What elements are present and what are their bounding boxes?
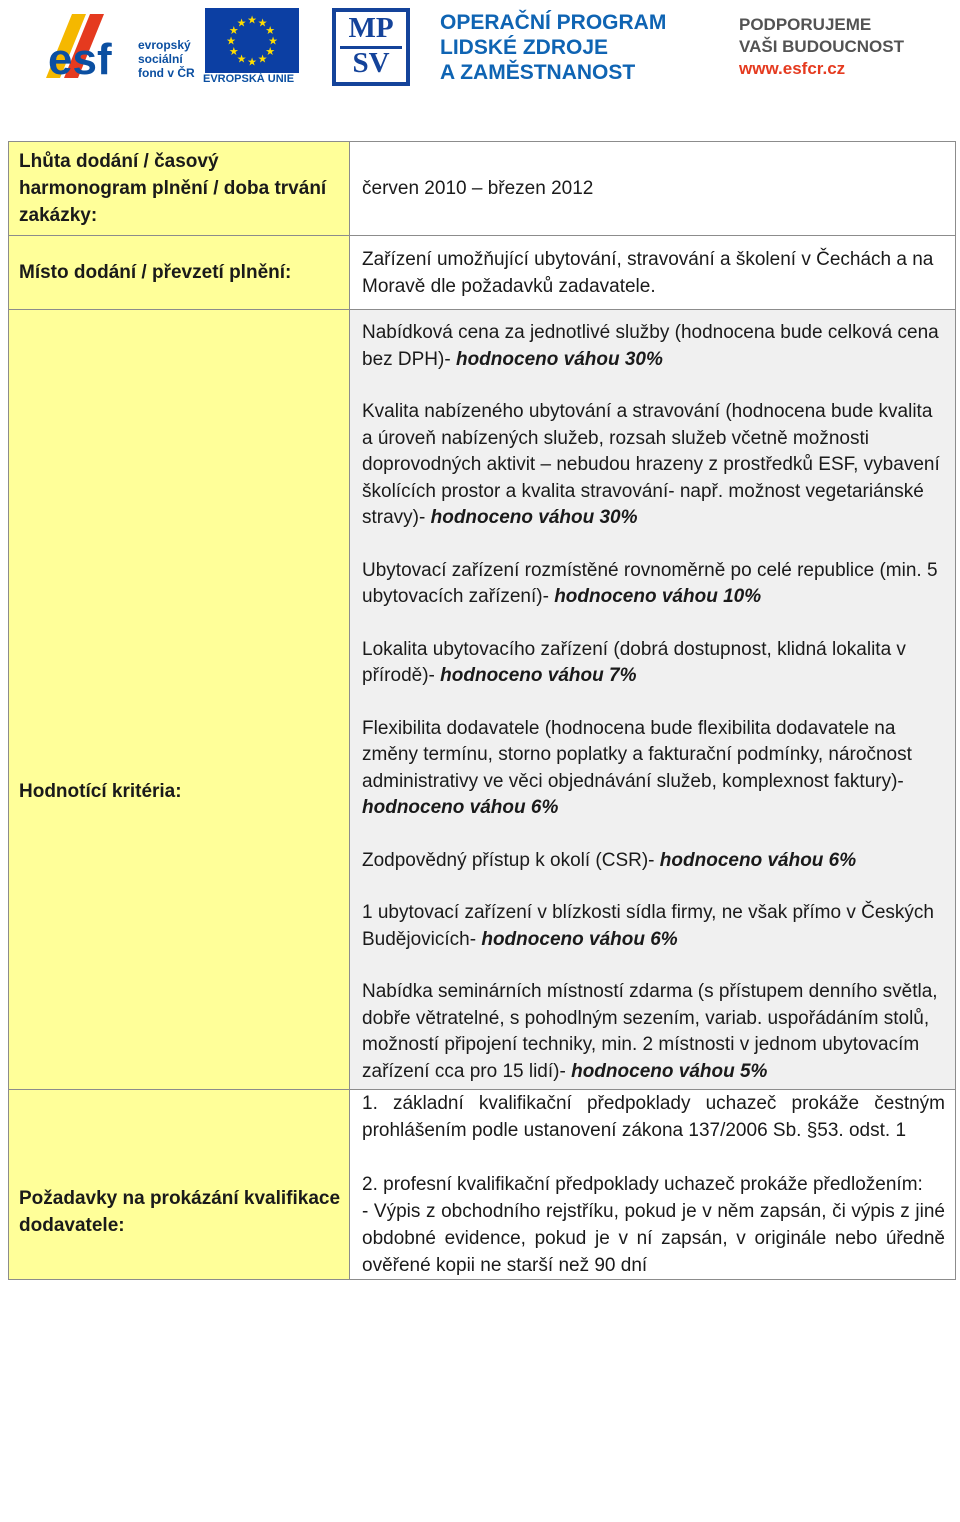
row-lhuta [9, 142, 956, 236]
eu-star-icon: ★ [247, 56, 257, 69]
esf-logo [42, 8, 132, 84]
slogan-line: VAŠI BUDOUCNOST [739, 37, 904, 56]
criterion-text: Zodpovědný přístup k okolí (CSR)- [362, 849, 660, 871]
criterion-weight: hodnoceno váhou 6% [481, 928, 678, 950]
criterion-weight: hodnoceno váhou 6% [362, 797, 559, 818]
mpsv-logo [332, 8, 410, 86]
qualification-professional: 2. profesní kvalifikační předpoklady uchazeč prokáže předložením: [362, 1174, 923, 1195]
criterion-text: Flexibilita dodavatele (hodnocena bude flexibilita dodavatele na změny termínu, storno poplatky a fakturační podmínky, náročnost administrativy ve věci objednávání služeb, komplexnost faktury)- [362, 717, 912, 792]
value-lhuta: červen 2010 – březen 2012 [350, 142, 956, 236]
slogan-line: PODPORUJEME [739, 15, 872, 34]
logo-header [0, 0, 960, 110]
esf-caption-line: sociální [138, 52, 183, 66]
esf-caption-line: fond v ČR [138, 66, 195, 80]
criterion-item [362, 979, 945, 1085]
eu-star-icon: ★ [265, 46, 276, 58]
eu-star-icon: ★ [268, 35, 278, 48]
label-lhuta: Lhůta dodání / časový harmonogram plnění / doba trvání zakázky: [9, 142, 350, 236]
criterion-item [362, 900, 945, 953]
qualification-basic: 1. základní kvalifikační předpoklady uchazeč prokáže čestným prohlášením podle ustanovení zákona 137/2006 Sb. §53. odst. 1 [362, 1093, 945, 1141]
esf-caption [138, 38, 195, 80]
value-misto: Zařízení umožňující ubytování, stravování a školení v Čechách a na Moravě dle požadavků zadavatele. [350, 236, 956, 310]
criterion-item [362, 848, 945, 875]
eu-caption: EVROPSKÁ UNIE [203, 73, 295, 85]
op-line: LIDSKÉ ZDROJE [440, 36, 609, 59]
tender-table [8, 141, 956, 1280]
eu-star-icon: ★ [257, 17, 268, 30]
eu-star-icon: ★ [247, 14, 257, 27]
criterion-item [362, 558, 945, 611]
eu-stars-icon [205, 8, 299, 73]
label-kriteria: Hodnotící kritéria: [9, 310, 350, 1090]
criterion-item [362, 320, 945, 373]
criterion-weight: hodnoceno váhou 30% [430, 507, 638, 528]
criterion-item [362, 399, 945, 532]
criterion-text: Kvalita nabízeného ubytování a stravování (hodnocena bude kvalita a úroveň nabízených služeb, rozsah služeb včetně možnosti doprovodných aktivit – nebudou hrazeny z prostředků ESF, vybavení školících prostor a kvalita stravování- např. možnost vegetariánské stravy)- [362, 401, 940, 528]
mpsv-top: MP [348, 12, 394, 44]
criterion-item [362, 716, 945, 822]
esf-caption-line: evropský [138, 38, 191, 52]
eu-star-icon: ★ [226, 35, 236, 48]
criterion-text: Nabídka seminárních místností zdarma (s přístupem denního světla, dobře větratelné, s pohodlným sezením, variab. uspořádáním stolů, možností připojení techniky, min. 2 místnosti v jednom ubytovacím zařízení cca pro 15 lidí)- [362, 981, 938, 1082]
criterion-item [362, 637, 945, 690]
row-pozadavky [9, 1090, 956, 1280]
label-pozadavky: Požadavky na prokázání kvalifikace dodavatele: [9, 1090, 350, 1280]
eu-star-icon: ★ [228, 25, 239, 37]
criterion-weight: hodnoceno váhou 5% [571, 1060, 768, 1082]
mpsv-bottom: SV [352, 47, 390, 79]
criterion-weight: hodnoceno váhou 10% [554, 586, 762, 607]
label-misto: Místo dodání / převzetí plnění: [9, 236, 350, 310]
op-line: A ZAMĚSTNANOST [440, 61, 636, 84]
svg-text:esf: esf [48, 35, 112, 84]
criterion-text: Lokalita ubytovacího zařízení (dobrá dostupnost, klidná lokalita v přírodě)- [362, 638, 906, 686]
row-misto [9, 236, 956, 310]
esf-url-link[interactable]: www.esfcr.cz [739, 59, 846, 78]
row-kriteria [9, 310, 956, 1090]
eu-star-icon: ★ [236, 53, 247, 66]
eu-star-icon: ★ [228, 46, 239, 58]
criterion-text: Ubytovací zařízení rozmístěné rovnoměrně po celé republice (min. 5 ubytovacích zařízení)- [362, 559, 938, 607]
criterion-weight: hodnoceno váhou 30% [455, 348, 663, 370]
qualification-register-extract: - Výpis z obchodního rejstříku, pokud je v něm zapsán, či výpis z jiné obdobné evidence, pokud je v ní zapsán, v originále nebo úředně ověřené kopii ne starší než 90 dní [362, 1201, 945, 1276]
criterion-weight: hodnoceno váhou 7% [440, 665, 637, 686]
criterion-text: Nabídková cena za jednotlivé služby (hodnocena bude celková cena bez DPH)- [362, 322, 939, 370]
qualification-text [350, 1090, 956, 1280]
eu-flag [205, 8, 299, 73]
eu-star-icon: ★ [236, 17, 247, 30]
criteria-list [350, 310, 956, 1090]
eu-star-icon: ★ [257, 53, 268, 66]
eu-star-icon: ★ [265, 25, 276, 37]
op-lzz-logo [440, 10, 666, 85]
criterion-text: 1 ubytovací zařízení v blízkosti sídla firmy, ne však přímo v Českých Budějovicích- [362, 902, 934, 950]
podporujeme-block [739, 14, 904, 80]
op-line: OPERAČNÍ PROGRAM [440, 11, 667, 34]
criterion-weight: hodnoceno váhou 6% [659, 849, 857, 871]
